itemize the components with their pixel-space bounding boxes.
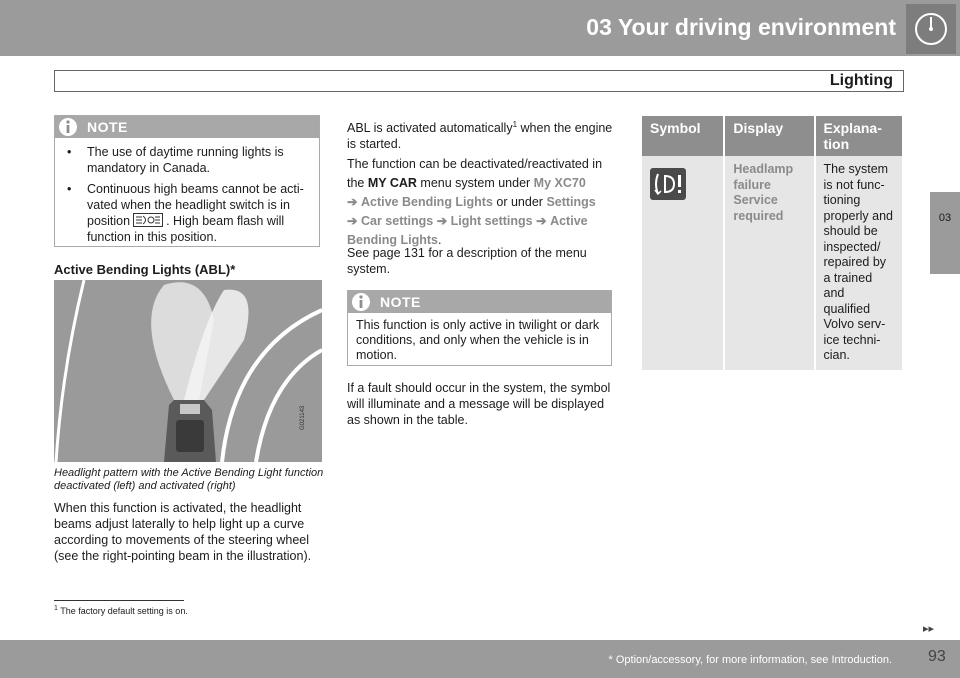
display-line: failure [733,177,771,192]
menu-link-my-xc70[interactable]: My XC70 [533,176,586,190]
note-item-suffix: . High beam flash will function in this position. [87,214,285,244]
headlight-switch-icon [133,213,163,227]
note-label: NOTE [87,119,128,135]
arrow-right-icon: ➔ [347,195,358,209]
explanation-line: is not func- [823,177,885,192]
note-header [55,116,319,138]
note-item: • The use of daytime running lights is mandatory in Canada. [55,144,319,176]
section-title: Lighting [829,72,893,89]
info-icon [58,117,78,142]
note-item [55,181,319,245]
illustration-caption: Headlight pattern with the Active Bending Light function deactivated (left) and activated (right) [54,467,324,492]
footnote-number: 1 [54,605,58,612]
chapter-title: 03 Your driving environment [586,14,896,40]
header-bar [0,0,960,56]
explanation-line: a trained [823,270,873,285]
header-line: tion [823,136,850,152]
see-page-text: See page 131 for a description of the menu system. [347,246,587,276]
page-number: 93 [928,648,946,665]
menu-link-active-bending-lights[interactable]: Active Bending Lights [347,214,588,247]
display-cell [725,156,813,370]
headlight-pattern-illustration [54,280,322,462]
symbol-table [640,116,904,370]
text-run: . [437,233,442,247]
chapter-side-tab[interactable] [930,192,960,274]
explanation-line: should be [823,224,878,238]
abl-body-text: When this function is activated, the headlight beams adjust laterally to help light up a curve according to movements of the steering wheel (see the right-pointing beam in the illustration). [54,501,312,563]
column-header-display: Display [725,116,813,156]
abl-heading: Active Bending Lights (ABL)* [54,262,236,277]
footnote-ref[interactable]: 1 [512,120,518,129]
note-label: NOTE [380,294,421,310]
note-list [55,144,319,245]
menu-link-car-settings[interactable]: Car settings [360,214,434,228]
info-icon [351,292,371,317]
note-box-daytime [54,115,320,247]
table-header-row [642,116,902,156]
explanation-line: ice techni- [823,332,881,347]
note-text: This function is only active in twilight or dark conditions, and only when the vehicle is in motion. [356,318,600,362]
explanation-cell [816,156,903,370]
explanation-line: The system [823,162,889,176]
explanation-line: inspected/ [823,239,881,254]
my-car-label: MY CAR [367,176,417,190]
side-tab-label: 03 [938,212,952,224]
arrow-right-icon: ➔ [347,214,358,228]
forward-arrows-icon[interactable]: ▸▸ [923,623,935,635]
menu-link-settings[interactable]: Settings [546,195,596,209]
explanation-line: tioning [823,193,861,207]
arrow-right-icon: ➔ [436,214,448,228]
explanation-line: properly and [823,208,893,223]
note-box-abl [347,290,612,366]
column-header-explanation [816,116,903,156]
text-run: The function can be deactivated/reactivated in the [347,157,603,190]
table-row [642,156,902,370]
gauge-icon [906,4,956,54]
text-run: menu system under [416,176,534,190]
header-line: Explana- [823,120,882,136]
display-line: required [733,208,784,223]
menu-link-light-settings[interactable]: Light settings [450,214,533,228]
fault-text: If a fault should occur in the system, the symbol will illuminate and a message will be displayed as shown in the table. [347,381,611,427]
explanation-line: and qualified [823,286,871,316]
note-item-text: Continuous high beams cannot be acti-vated when the headlight switch is in [87,182,304,212]
footnote-text: The factory default setting is on. [60,606,188,616]
illustration-code: G021143 [300,405,306,430]
text-run: or under [492,195,547,209]
text-run: ABL is activated automatically [347,121,513,136]
menu-link-abl[interactable]: Active Bending Lights [360,195,493,209]
footnote-divider [54,600,184,601]
note-item-prefix: position [87,214,131,228]
footnote [54,605,188,616]
explanation-line: Volvo serv- [823,317,886,331]
abl-activation-text [347,117,617,152]
display-line: Headlamp [733,162,794,176]
section-bar [54,70,904,92]
abl-menu-path-text [347,155,617,250]
footer-bar [0,640,960,678]
explanation-line: cian. [823,348,850,362]
explanation-line: repaired by [823,255,887,269]
footer-note: * Option/accessory, for more information, see Introduction. [608,654,892,666]
headlamp-failure-warning-icon [648,164,688,204]
display-line: Service [733,193,778,207]
column-header-symbol: Symbol [642,116,723,156]
text-run: when the engine is started. [347,121,613,152]
note-header [348,291,611,313]
arrow-right-icon: ➔ [536,214,547,228]
symbol-cell [642,156,723,370]
